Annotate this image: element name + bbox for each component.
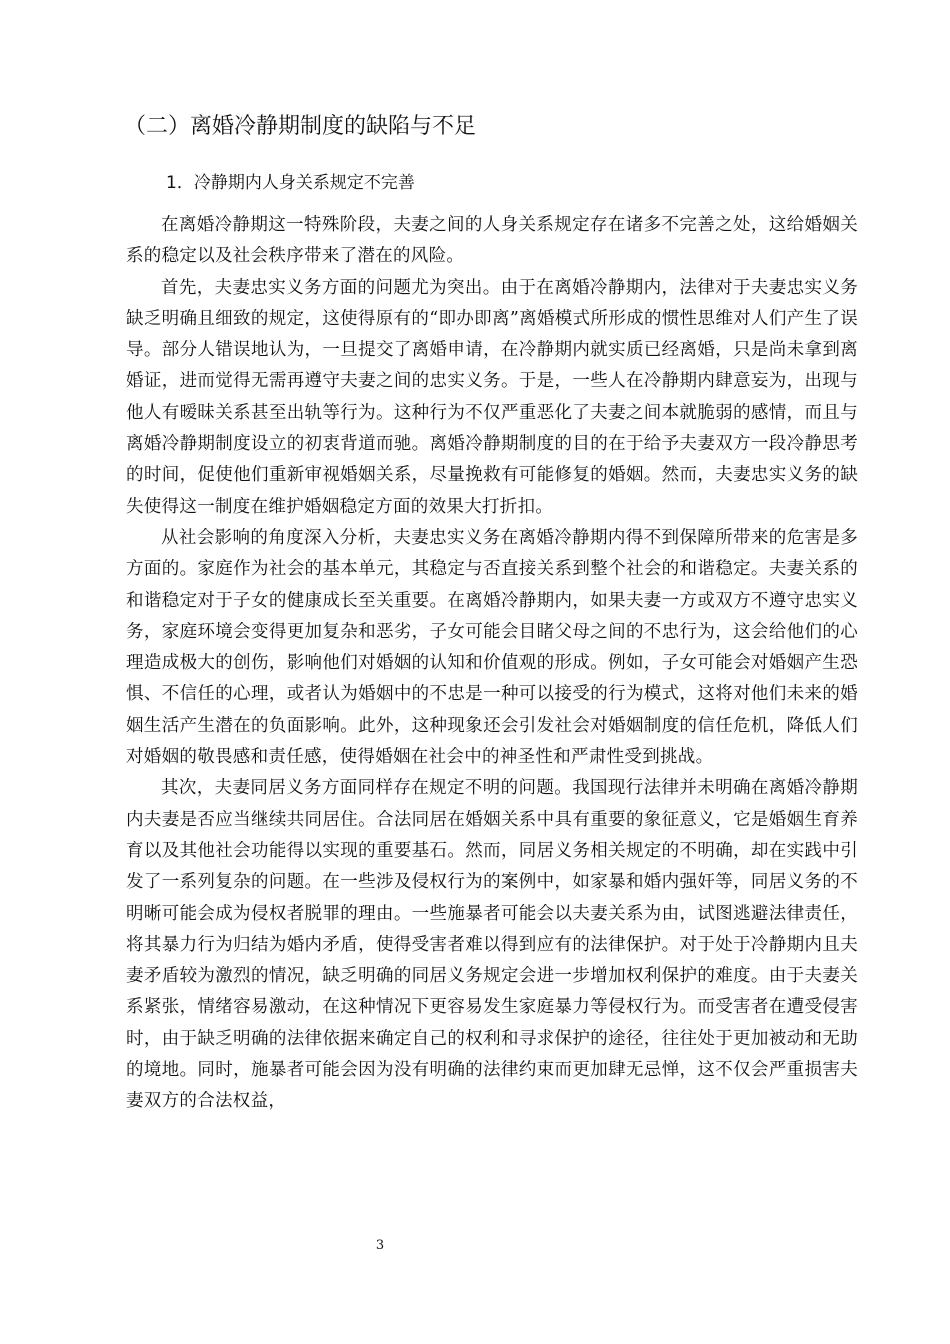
paragraph: 在离婚冷静期这一特殊阶段，夫妻之间的人身关系规定存在诸多不完善之处，这给婚姻关系的稳定以及社会秩序带来了潜在的风险。 <box>126 215 858 267</box>
paragraph: 首先，夫妻忠实义务方面的问题尤为突出。由于在离婚冷静期内，法律对于夫妻忠实义务缺乏明确且细致的规定，这使得原有的“即办即离”离婚模式所形成的惯性思维对人们产生了误导。部分人错误地认为，一旦提交了离婚申请，在冷静期内就实质已经离婚，只是尚未拿到离婚证，进而觉得无需再遵守夫妻之间的忠实义务。于是，一些人在冷静期内肆意妄为，出现与他人有暧昧关系甚至出轨等行为。这种行为不仅严重恶化了夫妻之间本就脆弱的感情，而且与离婚冷静期制度设立的初衷背道而驰。离婚冷静期制度的目的在于给予夫妻双方一段冷静思考的时间，促使他们重新审视婚姻关系，尽量挽救有可能修复的婚姻。然而，夫妻忠实义务的缺失使得这一制度在维护婚姻稳定方面的效果大打折扣。 <box>126 277 858 517</box>
paragraph: 从社会影响的角度深入分析，夫妻忠实义务在离婚冷静期内得不到保障所带来的危害是多方面的。家庭作为社会的基本单元，其稳定与否直接关系到整个社会的和谐稳定。夫妻关系的和谐稳定对于子女的健康成长至关重要。在离婚冷静期内，如果夫妻一方或双方不遵守忠实义务，家庭环境会变得更加复杂和恶劣，子女可能会目睹父母之间的不忠行为，这会给他们的心理造成极大的创伤，影响他们对婚姻的认知和价值观的形成。例如，子女可能会对婚姻产生恐惧、不信任的心理，或者认为婚姻中的不忠是一种可以接受的行为模式，这将对他们未来的婚姻生活产生潜在的负面影响。此外，这种现象还会引发社会对婚姻制度的信任危机，降低人们对婚姻的敬畏感和责任感，使得婚姻在社会中的神圣性和严肃性受到挑战。 <box>126 527 858 768</box>
body-text <box>126 210 858 1118</box>
section-heading: （二）离婚冷静期制度的缺陷与不足 <box>124 114 477 139</box>
page-number: 3 <box>375 1238 385 1253</box>
sub-heading: 1．冷静期内人身关系规定不完善 <box>166 173 415 193</box>
paragraph: 其次，夫妻同居义务方面同样存在规定不明的问题。我国现行法律并未明确在离婚冷静期内夫妻是否应当继续共同居住。合法同居在婚姻关系中具有重要的象征意义，它是婚姻生育养育以及其他社会功能得以实现的重要基石。然而，同居义务相关规定的不明确，却在实践中引发了一系列复杂的问题。在一些涉及侵权行为的案例中，如家暴和婚内强奸等，同居义务的不明晰可能会成为侵权者脱罪的理由。一些施暴者可能会以夫妻关系为由，试图逃避法律责任，将其暴力行为归结为婚内矛盾，使得受害者难以得到应有的法律保护。对于处于冷静期内且夫妻矛盾较为激烈的情况，缺乏明确的同居义务规定会进一步增加权利保护的难度。由于夫妻关系紧张，情绪容易激动，在这种情况下更容易发生家庭暴力等侵权行为。而受害者在遭受侵害时，由于缺乏明确的法律依据来确定自己的权利和寻求保护的途径，往往处于更加被动和无助的境地。同时，施暴者可能会因为没有明确的法律约束而更加肆无忌惮，这不仅会严重损害夫妻双方的合法权益， <box>126 778 858 1112</box>
